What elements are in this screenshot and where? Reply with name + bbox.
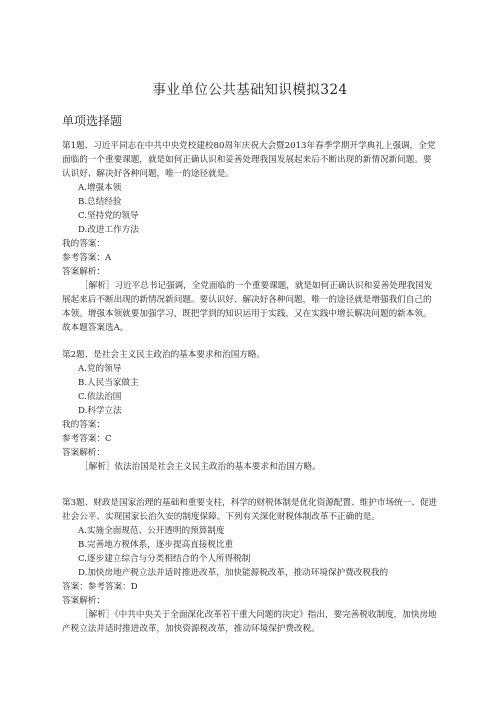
my-answer: 我的答案： bbox=[62, 239, 105, 249]
analysis-label: 答案解析： bbox=[62, 448, 105, 458]
question-1 bbox=[62, 139, 440, 335]
option-d: D.改进工作方法 bbox=[78, 225, 139, 235]
section-heading: 单项选择题 bbox=[62, 114, 123, 128]
option-c: C.逐步建立综合与分类相结合的个人所得税制 bbox=[78, 554, 251, 564]
option-a: A.党的领导 bbox=[78, 364, 122, 374]
my-answer: 我的答案： bbox=[62, 420, 105, 430]
option-a: A.实施全面规范、公开透明的预算制度 bbox=[78, 526, 225, 536]
question-2 bbox=[62, 348, 440, 474]
option-c: C.坚持党的领导 bbox=[78, 211, 139, 221]
explanation: ［解析］《中共中央关于全面深化改革若干重大问题的决定》指出，要完善税收制度，加快房地产税立法并适时推进改革，加快资源税改革，推动环境保护费改税。 bbox=[62, 610, 437, 634]
question-stem: 第1题、习近平同志在中共中央党校建校80周年庆祝大会暨2013年春季学期开学典礼上强调，全党面临的一个重要课题，就是如何正确认识和妥善处理我国发展起来后不断出现的新情况新问题。要认识好、解决好各种问题，唯一的途径就是。 bbox=[62, 141, 436, 179]
reference-answer: 参考答案：A bbox=[62, 253, 112, 263]
option-c: C.依法治国 bbox=[78, 392, 122, 402]
question-stem: 第3题、财政是国家治理的基础和重要支柱，科学的财税体制是优化资源配置、维护市场统一、促进社会公平、实现国家长治久安的制度保障。下列有关深化财税体制改革不正确的是。 bbox=[62, 498, 438, 522]
option-d: D.科学立法 bbox=[78, 406, 122, 416]
answer-line: 答案：参考答案：D bbox=[62, 582, 138, 592]
explanation: ［解析］习近平总书记强调，全党面临的一个重要课题，就是如何正确认识和妥善处理我国发展起来后不断出现的新情况新问题。要认识好、解决好各种问题，唯一的途径就是增强我们自己的本领。增强本领就要加强学习，既把学到的知识运用于实践，又在实践中增长解决问题的新本领。故本题答案选A。 bbox=[62, 281, 433, 333]
analysis-label: 答案解析： bbox=[62, 596, 105, 606]
page-title: 事业单位公共基础知识模拟324 bbox=[152, 82, 348, 98]
option-b: B.人民当家做主 bbox=[78, 378, 139, 388]
analysis-label: 答案解析： bbox=[62, 267, 105, 277]
option-b: B.总结经验 bbox=[78, 197, 122, 207]
question-3 bbox=[62, 496, 440, 636]
option-d: D.加快房地产税立法并适时推进改革，加快能源税改革，推动环境保护费改税我的 bbox=[78, 568, 389, 578]
explanation: ［解析］依法治国是社会主义民主政治的基本要求和治国方略。 bbox=[80, 462, 321, 472]
option-b: B.完善地方税体系，逐步提高直接税比重 bbox=[78, 540, 234, 550]
option-a: A.增强本领 bbox=[78, 183, 122, 193]
question-stem: 第2题、是社会主义民主政治的基本要求和治国方略。 bbox=[62, 350, 266, 360]
reference-answer: 参考答案：C bbox=[62, 434, 112, 444]
